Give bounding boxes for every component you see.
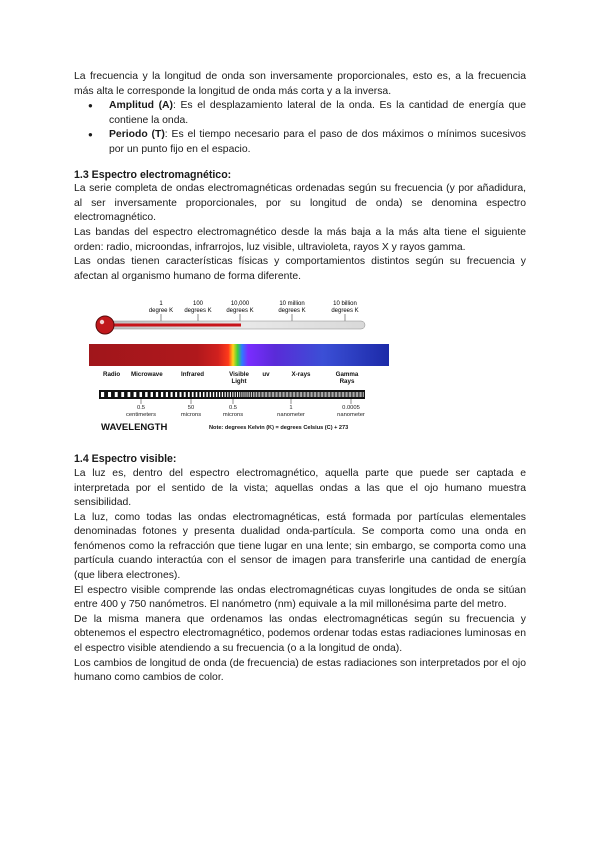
band-label-xrays: X-rays — [291, 371, 311, 379]
temp-label-value: 10,000 — [230, 301, 250, 308]
temp-label-unit: degrees K — [331, 308, 359, 315]
section-heading-1-3: 1.3 Espectro electromagnético: — [74, 168, 232, 181]
paragraph: La serie completa de ondas electromagnéticas ordenadas según su frecuencia (y por añadidura, al ser inversamente proporcionales, por su longitud de onda) se denomina espectro electromagnético. — [74, 183, 526, 224]
wavelength-label-value: 0.0005 — [342, 405, 360, 412]
band-label-microwave: Microwave — [131, 371, 163, 379]
band-label-visible: Visible — [229, 371, 249, 379]
bullet-periodo — [88, 128, 526, 157]
paragraph: La luz es, dentro del espectro electromagnético, aquella parte que puede ser captada e interpretada por el sentido de la vista; aquellas ondas a las que el ojo humano muestra sensibilidad. — [74, 467, 526, 509]
temp-label-value: 10 billion — [333, 301, 357, 308]
wavelength-label-value: 0.5 — [136, 405, 146, 412]
wavelength-label-unit: nanometer — [277, 412, 305, 419]
temp-label-value: 100 — [192, 301, 204, 308]
paragraph: El espectro visible comprende las ondas electromagnéticas cuyas longitudes de onda se sitúan entre 400 y 750 nanómetros. El nanómetro (nm) equivale a la mil millonésima parte del metro. — [74, 584, 526, 611]
band-label-infrared: Infrared — [181, 371, 205, 379]
temp-label-unit: degrees K — [278, 308, 306, 315]
paragraph: Las bandas del espectro electromagnético desde la más baja a la más alta tiene el siguiente orden: radio, microondas, infrarrojos, luz visible, ultravioleta, rayos X y rayos gamma. — [74, 226, 526, 253]
temp-label-unit: degree K — [148, 308, 174, 315]
document-page — [74, 70, 526, 686]
bullet-amplitud — [88, 99, 526, 128]
paragraph: Los cambios de longitud de onda (de frecuencia) de estas radiaciones son interpretados por el ojo humano como cambios de color. — [74, 657, 526, 684]
wavelength-label-value: 0.5 — [228, 405, 238, 412]
temp-label-unit: degrees K — [226, 308, 254, 315]
temp-label-value: 10 million — [279, 301, 305, 308]
section-heading-1-4: 1.4 Espectro visible: — [74, 453, 177, 466]
temp-label-value: 1 — [159, 301, 163, 308]
paragraph: La luz, como todas las ondas electromagnéticas, está formada por partículas elementales denominadas fotones y presenta dualidad onda-partícula. Se comporta como una onda en fenómenos como la refracción que tiene lugar en una lente; sin embargo, se comporta como una partícula cuando interactúa con el sensor de imagen para transferirle una cantidad de energía (que libera electrones). — [74, 511, 526, 582]
figure-note: Note: degrees Kelvin (K) = degrees Celsius (C) + 273 — [209, 425, 349, 432]
band-label-light: Light — [231, 378, 247, 386]
wavelength-ruler-bar — [99, 390, 365, 399]
bullet-list — [74, 99, 526, 157]
wavelength-label-value: 50 — [187, 405, 195, 412]
wavelength-label-value: 1 — [289, 405, 293, 412]
bullet-text: : Es el tiempo necesario para el paso de dos máximos o mínimos sucesivos por un punto fijo en el espacio. — [109, 129, 526, 155]
band-label-uv: uv — [262, 371, 270, 379]
band-label-gamma: Gamma — [335, 371, 359, 379]
paragraph: De la misma manera que ordenamos las ondas electromagnéticas según su frecuencia y obtenemos el espectro electromagnético, podemos ordenar todas estas radiaciones luminosas en el espectro visible atendiendo a su frecuencia (o a la longitud de onda). — [74, 613, 526, 655]
wavelength-label-unit: centimeters — [126, 412, 156, 419]
band-label-rays: Rays — [339, 378, 355, 386]
wavelength-label-unit: microns — [222, 412, 244, 419]
temperature-labels — [149, 301, 359, 314]
band-label-radio: Radio — [103, 371, 121, 379]
wavelength-tick-lines — [141, 399, 351, 404]
spectrum-color-bar — [89, 344, 389, 366]
thermometer-graphic — [96, 316, 365, 334]
bullet-text: : Es el desplazamiento lateral de la onda. Es la cantidad de energía que contiene la onda. — [109, 100, 526, 126]
bullet-term: Periodo (T) — [109, 129, 165, 141]
wavelength-label-unit: microns — [180, 412, 202, 419]
wavelength-title: WAVELENGTH — [101, 422, 168, 434]
bullet-term: Amplitud (A) — [109, 100, 174, 112]
spectrum-figure — [89, 294, 389, 442]
temp-label-unit: degrees K — [184, 308, 212, 315]
band-labels — [103, 371, 359, 385]
wavelength-labels — [126, 405, 365, 418]
paragraph: Las ondas tienen características físicas y comportamientos distintos según su frecuencia y afectan al organismo humano de forma diferente. — [74, 256, 526, 282]
wavelength-label-unit: nanometer — [337, 412, 365, 419]
intro-paragraph: La frecuencia y la longitud de onda son inversamente proporcionales, esto es, a la frecuencia más alta le corresponde la longitud de onda más corta y a la inversa. — [74, 71, 526, 97]
